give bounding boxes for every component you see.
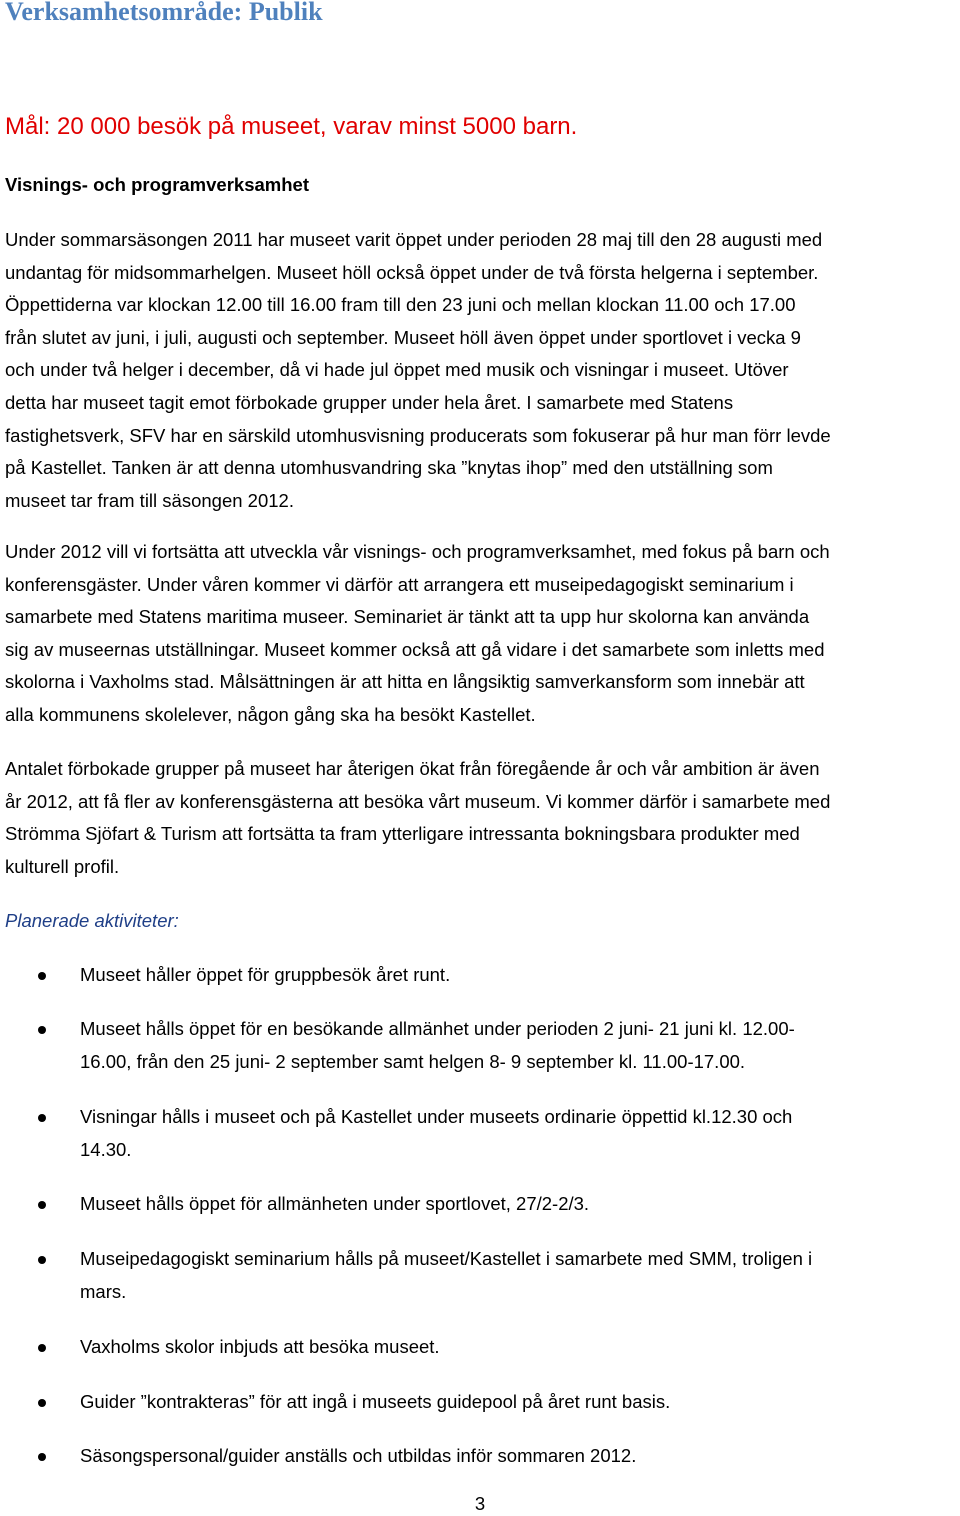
planned-activities-title: Planerade aktiviteter: <box>5 910 179 931</box>
bullet-icon <box>38 972 46 980</box>
goal-statement: Mål: 20 000 besök på museet, varav minst 5000 barn. <box>5 113 578 140</box>
page-number: 3 <box>474 1493 486 1514</box>
list-item-text <box>80 959 450 992</box>
bullet-icon <box>38 1256 46 1264</box>
paragraph-line: fastighetsverk, SFV har en särskild utomhusvisning producerats som fokuserar på hur man förr levde <box>5 424 831 446</box>
bullet-icon <box>38 1453 46 1461</box>
paragraph-line: Under sommarsäsongen 2011 har museet varit öppet under perioden 28 maj till den 28 augusti med <box>5 229 823 250</box>
bullet-icon <box>38 1399 46 1407</box>
paragraph-line: detta har museet tagit emot förbokade grupper under hela året. I samarbete med Statens <box>5 391 734 413</box>
paragraph-line: Öppettiderna var klockan 12.00 till 16.00 fram till den 23 juni och mellan klockan 11.00 och 17.00 <box>5 294 796 316</box>
bullet-icon <box>38 1201 46 1209</box>
list-item-text <box>80 1101 792 1166</box>
bullet-icon <box>38 1344 46 1352</box>
paragraph-line: kulturell profil. <box>5 855 120 877</box>
subsection-title: Visnings- och programverksamhet <box>5 174 309 195</box>
paragraph-line: från slutet av juni, i juli, augusti och september. Museet höll även öppet under sportlovet i vecka 9 <box>5 326 801 348</box>
list-item-line: Guider ”kontrakteras” för att ingå i museets guidepool på året runt basis. <box>80 1391 671 1412</box>
paragraph-line: konferensgäster. Under våren kommer vi därför att arrangera ett museipedagogiskt seminarium i <box>5 573 794 595</box>
paragraph-line: Antalet förbokade grupper på museet har återigen ökat från föregående år och vår ambition är även <box>5 758 820 779</box>
paragraph-line: museet tar fram till säsongen 2012. <box>5 489 294 511</box>
paragraph-line: Strömma Sjöfart & Turism att fortsätta ta fram ytterligare intressanta bokningsbara produkter med <box>5 823 800 845</box>
paragraph-line: på Kastellet. Tanken är att denna utomhusvandring ska ”knytas ihop” med den utställning som <box>5 457 773 479</box>
bullet-icon <box>38 1114 46 1122</box>
list-item-line: Visningar hålls i museet och på Kastellet under museets ordinarie öppettid kl.12.30 och <box>80 1106 793 1127</box>
paragraph-line: Under 2012 vill vi fortsätta att utveckla vår visnings- och programverksamhet, med fokus på barn och <box>5 541 830 562</box>
paragraph-line: undantag för midsommarhelgen. Museet höll också öppet under de två första helgerna i september. <box>5 261 819 283</box>
paragraph-plans-2012 <box>5 536 957 732</box>
list-item-line: Säsongspersonal/guider anställs och utbildas inför sommaren 2012. <box>80 1445 637 1466</box>
list-item-line: Museet hålls öppet för allmänheten under sportlovet, 27/2-2/3. <box>80 1193 590 1214</box>
list-item-text <box>80 1013 795 1078</box>
list-item-line: 16.00, från den 25 juni- 2 september samt helgen 8- 9 september kl. 11.00-17.00. <box>80 1050 746 1072</box>
list-item-line: Museet hålls öppet för en besökande allmänhet under perioden 2 juni- 21 juni kl. 12.00- <box>80 1018 795 1039</box>
paragraph-group-bookings <box>5 753 957 883</box>
paragraph-line: år 2012, att få fler av konferensgästerna att besöka vårt museum. Vi kommer därför i samarbete med <box>5 790 831 812</box>
paragraph-line: samarbete med Statens maritima museer. Seminariet är tänkt att ta upp hur skolorna kan använda <box>5 606 810 628</box>
list-item-text <box>80 1243 812 1308</box>
section-heading: Verksamhetsområde: Publik <box>5 0 323 26</box>
list-item-line: Vaxholms skolor inbjuds att besöka museet. <box>80 1336 440 1357</box>
paragraph-line: och under två helger i december, då vi hade jul öppet med musik och visningar i museet. Utöver <box>5 359 789 381</box>
list-item-line: mars. <box>80 1280 127 1302</box>
list-item-text <box>80 1331 440 1364</box>
list-item-text <box>80 1440 636 1473</box>
list-item-line: Museet håller öppet för gruppbesök året runt. <box>80 964 451 985</box>
list-item-line: Museipedagogiskt seminarium hålls på museet/Kastellet i samarbete med SMM, troligen i <box>80 1248 813 1269</box>
paragraph-line: sig av museernas utställningar. Museet kommer också att gå vidare i det samarbete som inletts med <box>5 638 825 660</box>
paragraph-line: skolorna i Vaxholms stad. Målsättningen är att hitta en långsiktig samverkansform som innebär att <box>5 671 805 693</box>
bullet-icon <box>38 1026 46 1034</box>
list-item-text <box>80 1188 589 1221</box>
list-item-line: 14.30. <box>80 1138 132 1160</box>
paragraph-summer-season <box>5 224 957 517</box>
paragraph-line: alla kommunens skolelever, någon gång ska ha besökt Kastellet. <box>5 703 536 725</box>
list-item-text <box>80 1386 670 1419</box>
